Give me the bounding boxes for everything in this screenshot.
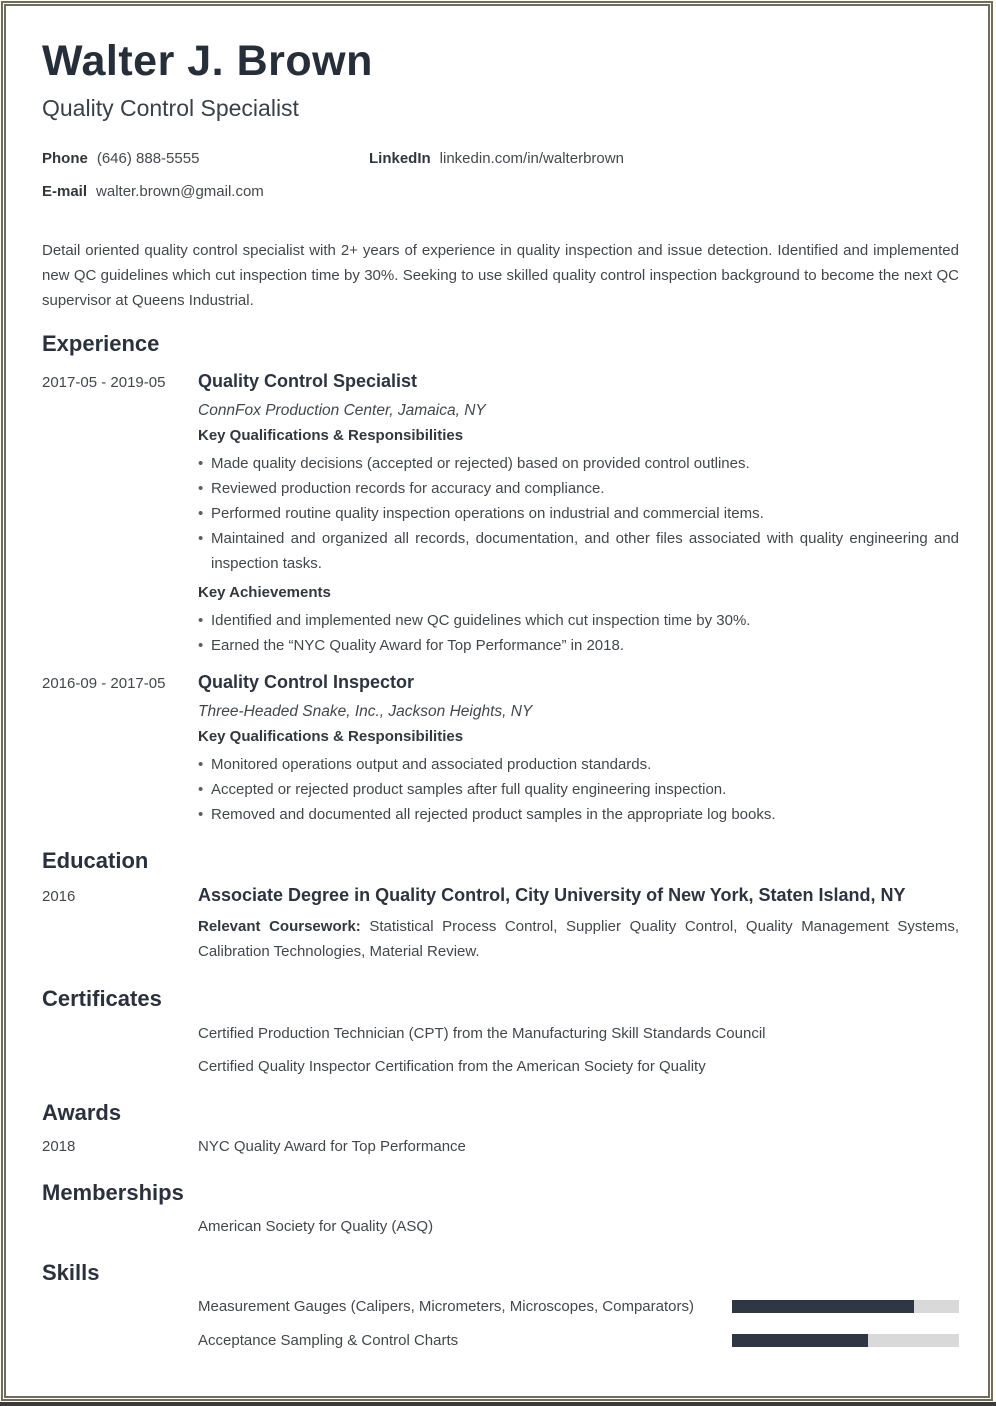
linkedin-label: LinkedIn — [369, 150, 431, 167]
skill-level-fill — [732, 1334, 868, 1347]
section-awards — [42, 1098, 959, 1159]
phone-label: Phone — [42, 150, 88, 167]
experience-heading: Experience — [42, 331, 160, 356]
professional-summary: Detail oriented quality control specialist with 2+ years of experience in quality inspection and issue detection. Identified and implemented new QC guidelines which cut inspection time by 30%. Seeking to use skilled quality control inspection background to become the next QC supervisor at Queens Industrial. — [42, 242, 959, 309]
list-item: • Accepted or rejected product samples after full quality engineering inspection. — [198, 777, 959, 802]
contact-info — [42, 149, 959, 202]
candidate-job-title: Quality Control Specialist — [42, 95, 299, 121]
skill-level-bar — [732, 1334, 959, 1347]
bullet-icon: • — [198, 612, 204, 629]
responsibilities-list — [198, 752, 959, 827]
linkedin-value: linkedin.com/in/walterbrown — [439, 150, 624, 167]
bullet-icon: • — [198, 637, 204, 654]
experience-company: Three-Headed Snake, Inc., Jackson Heights, NY — [198, 703, 533, 720]
list-item: • Made quality decisions (accepted or rejected) based on provided control outlines. — [198, 451, 959, 476]
responsibilities-heading: Key Qualifications & Responsibilities — [198, 728, 464, 745]
experience-entry — [42, 670, 959, 827]
skill-level-bar — [732, 1300, 959, 1313]
skill-label: Measurement Gauges (Calipers, Micrometers, Microscopes, Comparators) — [198, 1298, 694, 1315]
section-certificates — [42, 984, 959, 1079]
certificate-item: Certified Quality Inspector Certification from the American Society for Quality — [198, 1058, 706, 1075]
bullet-icon: • — [198, 756, 204, 773]
email-label: E-mail — [42, 183, 88, 200]
membership-item: American Society for Quality (ASQ) — [198, 1218, 434, 1235]
list-item: • Performed routine quality inspection operations on industrial and commercial items. — [198, 501, 959, 526]
skill-inner — [198, 1294, 959, 1319]
skills-heading: Skills — [42, 1260, 100, 1285]
bullet-icon: • — [198, 480, 204, 497]
contact-email — [42, 182, 369, 202]
skill-row — [198, 1294, 959, 1319]
awards-heading: Awards — [42, 1100, 122, 1125]
list-item: • Identified and implemented new QC guidelines which cut inspection time by 30%. — [198, 608, 959, 633]
bullet-icon: • — [198, 505, 204, 522]
certificates-heading: Certificates — [42, 986, 162, 1011]
education-year: 2016 — [42, 888, 76, 905]
experience-details — [198, 401, 959, 658]
experience-title-row — [42, 369, 959, 395]
list-item: • Earned the “NYC Quality Award for Top Performance” in 2018. — [198, 633, 959, 658]
contact-phone — [42, 149, 369, 169]
candidate-name: Walter J. Brown — [42, 37, 373, 85]
experience-details — [198, 702, 959, 827]
bullet-icon: • — [198, 806, 204, 823]
list-item: • Monitored operations output and associated production standards. — [198, 752, 959, 777]
skill-label: Acceptance Sampling & Control Charts — [198, 1332, 459, 1349]
education-degree: Associate Degree in Quality Control, City University of New York, Staten Island, NY — [198, 885, 906, 905]
bullet-icon: • — [198, 455, 204, 472]
achievements-heading: Key Achievements — [198, 584, 331, 601]
award-year: 2018 — [42, 1138, 76, 1155]
coursework-text: Statistical Process Control, Supplier Quality Control, Quality Management Systems, Calibration Technologies, Material Review. — [198, 918, 959, 960]
experience-title-row — [42, 670, 959, 696]
experience-company: ConnFox Production Center, Jamaica, NY — [198, 402, 486, 419]
certificate-item: Certified Production Technician (CPT) from the Manufacturing Skill Standards Council — [198, 1025, 766, 1042]
experience-job-title: Quality Control Inspector — [198, 672, 415, 692]
contact-linkedin — [369, 149, 959, 169]
section-education — [42, 846, 959, 964]
skill-inner — [198, 1328, 959, 1353]
responsibilities-list — [198, 451, 959, 576]
education-heading: Education — [42, 848, 149, 873]
email-value: walter.brown@gmail.com — [96, 183, 264, 200]
experience-dates: 2016-09 - 2017-05 — [42, 675, 166, 692]
memberships-heading: Memberships — [42, 1180, 184, 1205]
achievements-list — [198, 608, 959, 658]
award-row — [42, 1134, 959, 1159]
coursework-label: Relevant Coursework: — [198, 918, 361, 935]
experience-entry — [42, 369, 959, 658]
skill-level-fill — [732, 1300, 914, 1313]
phone-value: (646) 888-5555 — [96, 150, 200, 167]
list-item: • Reviewed production records for accuracy and compliance. — [198, 476, 959, 501]
list-item: • Removed and documented all rejected product samples in the appropriate log books. — [198, 802, 959, 827]
resume-content — [6, 6, 988, 1396]
education-coursework — [198, 914, 959, 964]
bullet-icon: • — [198, 781, 204, 798]
bullet-icon: • — [198, 530, 204, 547]
education-title-row — [42, 883, 959, 909]
experience-dates: 2017-05 - 2019-05 — [42, 374, 166, 391]
award-item: NYC Quality Award for Top Performance — [198, 1138, 466, 1155]
section-memberships — [42, 1178, 959, 1239]
section-skills — [42, 1258, 959, 1353]
list-item: • Maintained and organized all records, documentation, and other files associated with quality engineering and inspection tasks. — [198, 526, 959, 576]
page-bottom-edge — [0, 1402, 996, 1406]
experience-job-title: Quality Control Specialist — [198, 371, 418, 391]
resume-page — [1, 1, 993, 1401]
skill-row — [198, 1328, 959, 1353]
section-experience — [42, 329, 959, 827]
responsibilities-heading: Key Qualifications & Responsibilities — [198, 427, 464, 444]
